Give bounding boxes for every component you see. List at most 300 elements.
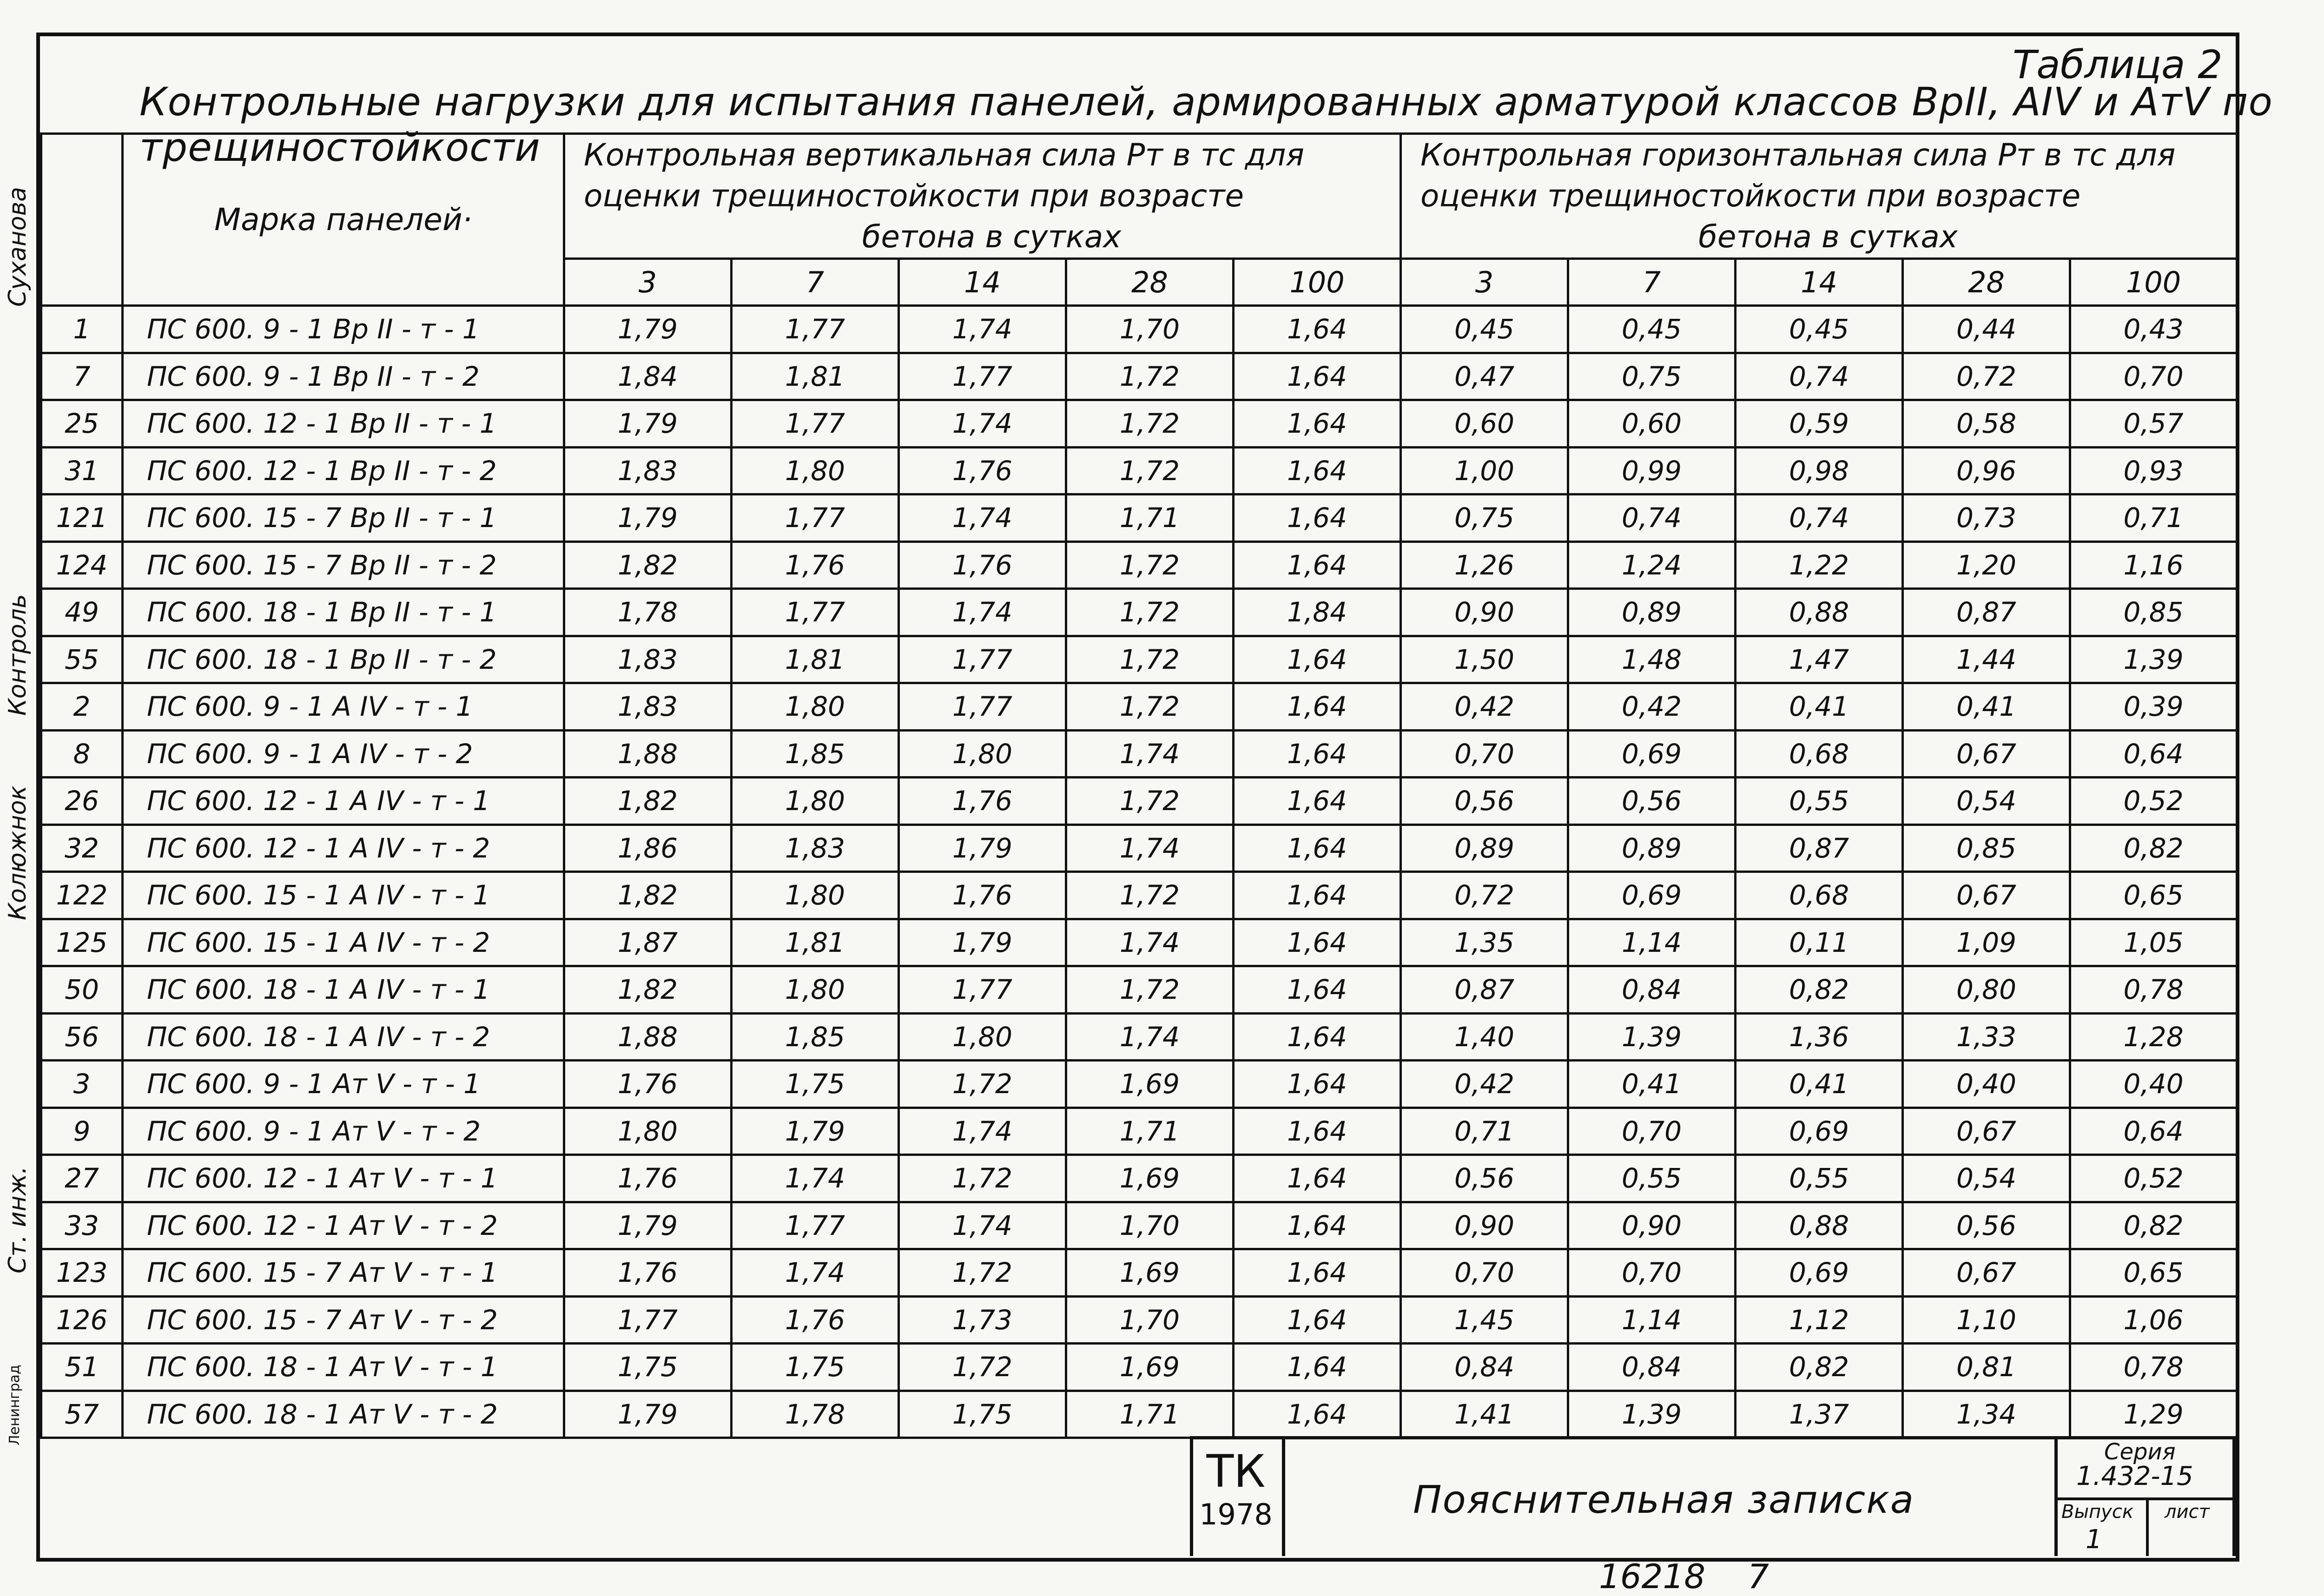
horizontal-load-cell: 0,39 xyxy=(2070,683,2237,731)
vertical-load-cell: 1,74 xyxy=(899,1108,1066,1155)
horizontal-load-cell: 0,41 xyxy=(1736,1061,1903,1108)
sheet-handwritten-number: 7 xyxy=(1748,1557,1769,1596)
panel-mark: ПС 600. 9 - 1 Ат V - т - 1 xyxy=(123,1061,564,1108)
row-number: 57 xyxy=(41,1391,123,1438)
vertical-load-cell: 1,77 xyxy=(564,1296,732,1344)
vertical-load-cell: 1,79 xyxy=(732,1108,899,1155)
horizontal-load-cell: 0,78 xyxy=(2070,966,2237,1014)
vertical-load-cell: 1,80 xyxy=(899,1013,1066,1061)
horizontal-load-cell: 0,89 xyxy=(1568,589,1736,636)
horizontal-load-cell: 1,44 xyxy=(1903,636,2070,683)
horizontal-load-cell: 0,67 xyxy=(1903,1108,2070,1155)
table-row xyxy=(41,353,2237,400)
header-mark: Марка панелей· xyxy=(123,134,564,306)
horizontal-load-cell: 0,70 xyxy=(1568,1108,1736,1155)
vertical-load-cell: 1,81 xyxy=(732,636,899,683)
vertical-load-cell: 1,75 xyxy=(732,1344,899,1391)
vertical-load-cell: 1,75 xyxy=(564,1344,732,1391)
row-number: 3 xyxy=(41,1061,123,1108)
panel-mark: ПС 600. 9 - 1 Вр II - т - 2 xyxy=(123,353,564,400)
vertical-load-cell: 1,64 xyxy=(1234,400,1401,448)
horizontal-load-cell: 1,12 xyxy=(1736,1296,1903,1344)
header-vertical-line-3: бетона в сутках xyxy=(862,219,1122,255)
horizontal-load-cell: 1,14 xyxy=(1568,1296,1736,1344)
vertical-load-cell: 1,74 xyxy=(899,589,1066,636)
vertical-load-cell: 1,72 xyxy=(899,1249,1066,1297)
panel-mark: ПС 600. 18 - 1 А IV - т - 2 xyxy=(123,1013,564,1061)
horizontal-load-cell: 1,39 xyxy=(1568,1013,1736,1061)
day-header-3: 28 xyxy=(1066,259,1234,306)
row-number: 55 xyxy=(41,636,123,683)
vertical-load-cell: 1,64 xyxy=(1234,636,1401,683)
panel-mark: ПС 600. 12 - 1 А IV - т - 2 xyxy=(123,824,564,872)
panel-mark: ПС 600. 9 - 1 А IV - т - 2 xyxy=(123,730,564,778)
vertical-load-cell: 1,64 xyxy=(1234,1296,1401,1344)
vertical-load-cell: 1,79 xyxy=(564,1391,732,1438)
row-number: 121 xyxy=(41,495,123,542)
horizontal-load-cell: 1,28 xyxy=(2070,1013,2237,1061)
vertical-load-cell: 1,80 xyxy=(732,872,899,919)
vertical-load-cell: 1,77 xyxy=(899,353,1066,400)
day-header-0: 3 xyxy=(564,259,732,306)
horizontal-load-cell: 0,74 xyxy=(1736,353,1903,400)
horizontal-load-cell: 0,54 xyxy=(1903,778,2070,825)
panel-mark: ПС 600. 15 - 7 Ат V - т - 2 xyxy=(123,1296,564,1344)
horizontal-load-cell: 1,34 xyxy=(1903,1391,2070,1438)
horizontal-load-cell: 0,45 xyxy=(1401,306,1568,353)
horizontal-load-cell: 1,37 xyxy=(1736,1391,1903,1438)
sheet-label: лист xyxy=(2165,1501,2210,1523)
issue-divider xyxy=(2146,1497,2149,1556)
vertical-load-cell: 1,64 xyxy=(1234,1391,1401,1438)
vertical-load-cell: 1,64 xyxy=(1234,1061,1401,1108)
horizontal-load-cell: 0,42 xyxy=(1401,1061,1568,1108)
vertical-load-cell: 1,83 xyxy=(564,447,732,495)
vertical-load-cell: 1,72 xyxy=(1066,589,1234,636)
vertical-load-cell: 1,87 xyxy=(564,919,732,966)
panel-mark: ПС 600. 12 - 1 А IV - т - 1 xyxy=(123,778,564,825)
horizontal-load-cell: 0,73 xyxy=(1903,495,2070,542)
row-number: 8 xyxy=(41,730,123,778)
vertical-load-cell: 1,79 xyxy=(564,1202,732,1249)
horizontal-load-cell: 1,35 xyxy=(1401,919,1568,966)
vertical-load-cell: 1,72 xyxy=(899,1344,1066,1391)
horizontal-load-cell: 0,84 xyxy=(1568,1344,1736,1391)
day-header-7: 14 xyxy=(1736,259,1903,306)
horizontal-load-cell: 0,69 xyxy=(1568,730,1736,778)
horizontal-load-cell: 0,75 xyxy=(1568,353,1736,400)
tk-year: 1978 xyxy=(1199,1497,1273,1531)
table-row xyxy=(41,1013,2237,1061)
vertical-load-cell: 1,80 xyxy=(732,778,899,825)
vertical-load-cell: 1,76 xyxy=(564,1155,732,1202)
vertical-load-cell: 1,79 xyxy=(564,495,732,542)
horizontal-load-cell: 0,75 xyxy=(1401,495,1568,542)
horizontal-load-cell: 0,52 xyxy=(2070,1155,2237,1202)
vertical-load-cell: 1,71 xyxy=(1066,1391,1234,1438)
horizontal-load-cell: 1,41 xyxy=(1401,1391,1568,1438)
vertical-load-cell: 1,75 xyxy=(899,1391,1066,1438)
vertical-load-cell: 1,85 xyxy=(732,730,899,778)
horizontal-load-cell: 0,90 xyxy=(1401,589,1568,636)
vertical-load-cell: 1,64 xyxy=(1234,353,1401,400)
city-label: Ленинград xyxy=(7,1365,23,1445)
day-header-6: 7 xyxy=(1568,259,1736,306)
horizontal-load-cell: 1,50 xyxy=(1401,636,1568,683)
panel-mark: ПС 600. 15 - 1 А IV - т - 1 xyxy=(123,872,564,919)
horizontal-load-cell: 0,70 xyxy=(1401,1249,1568,1297)
vertical-load-cell: 1,64 xyxy=(1234,730,1401,778)
horizontal-load-cell: 0,84 xyxy=(1568,966,1736,1014)
panel-mark: ПС 600. 18 - 1 Вр II - т - 2 xyxy=(123,636,564,683)
vertical-load-cell: 1,64 xyxy=(1234,824,1401,872)
horizontal-load-cell: 0,69 xyxy=(1736,1108,1903,1155)
horizontal-load-cell: 1,39 xyxy=(1568,1391,1736,1438)
horizontal-load-cell: 0,99 xyxy=(1568,447,1736,495)
vertical-load-cell: 1,76 xyxy=(899,872,1066,919)
horizontal-load-cell: 0,85 xyxy=(2070,589,2237,636)
vertical-load-cell: 1,64 xyxy=(1234,1202,1401,1249)
vertical-load-cell: 1,74 xyxy=(1066,919,1234,966)
vertical-load-cell: 1,77 xyxy=(732,400,899,448)
row-number: 124 xyxy=(41,541,123,589)
horizontal-load-cell: 0,96 xyxy=(1903,447,2070,495)
horizontal-load-cell: 1,48 xyxy=(1568,636,1736,683)
vertical-load-cell: 1,69 xyxy=(1066,1344,1234,1391)
header-number xyxy=(41,134,123,306)
horizontal-load-cell: 0,68 xyxy=(1736,730,1903,778)
panel-mark: ПС 600. 9 - 1 А IV - т - 1 xyxy=(123,683,564,731)
row-number: 2 xyxy=(41,683,123,731)
horizontal-load-cell: 1,45 xyxy=(1401,1296,1568,1344)
day-header-5: 3 xyxy=(1401,259,1568,306)
vertical-load-cell: 1,69 xyxy=(1066,1155,1234,1202)
horizontal-load-cell: 0,45 xyxy=(1568,306,1736,353)
horizontal-load-cell: 0,70 xyxy=(1401,730,1568,778)
table-row xyxy=(41,1249,2237,1297)
panel-mark: ПС 600. 15 - 1 А IV - т - 2 xyxy=(123,919,564,966)
table-row xyxy=(41,1202,2237,1249)
horizontal-load-cell: 0,84 xyxy=(1401,1344,1568,1391)
vertical-load-cell: 1,85 xyxy=(732,1013,899,1061)
table-row xyxy=(41,1296,2237,1344)
vertical-load-cell: 1,70 xyxy=(1066,1202,1234,1249)
table-row xyxy=(41,1344,2237,1391)
vertical-load-cell: 1,83 xyxy=(564,636,732,683)
horizontal-load-cell: 0,57 xyxy=(2070,400,2237,448)
horizontal-load-cell: 0,87 xyxy=(1903,589,2070,636)
vertical-load-cell: 1,69 xyxy=(1066,1249,1234,1297)
vertical-load-cell: 1,75 xyxy=(732,1061,899,1108)
horizontal-load-cell: 0,64 xyxy=(2070,1108,2237,1155)
header-horizontal-line-2: оценки трещиностойкости при возрасте xyxy=(1420,178,2081,214)
table-row xyxy=(41,447,2237,495)
horizontal-load-cell: 0,87 xyxy=(1401,966,1568,1014)
vertical-load-cell: 1,64 xyxy=(1234,919,1401,966)
horizontal-load-cell: 0,90 xyxy=(1401,1202,1568,1249)
horizontal-load-cell: 1,00 xyxy=(1401,447,1568,495)
panel-mark: ПС 600. 18 - 1 Ат V - т - 2 xyxy=(123,1391,564,1438)
panel-mark: ПС 600. 9 - 1 Ат V - т - 2 xyxy=(123,1108,564,1155)
horizontal-load-cell: 0,72 xyxy=(1903,353,2070,400)
vertical-load-cell: 1,73 xyxy=(899,1296,1066,1344)
issue-label: Выпуск xyxy=(2061,1501,2133,1523)
vertical-load-cell: 1,88 xyxy=(564,730,732,778)
horizontal-load-cell: 0,41 xyxy=(1903,683,2070,731)
vertical-load-cell: 1,72 xyxy=(1066,966,1234,1014)
vertical-load-cell: 1,80 xyxy=(732,447,899,495)
side-label-kontrol: Контроль xyxy=(4,594,32,716)
horizontal-load-cell: 0,65 xyxy=(2070,1249,2237,1297)
day-header-1: 7 xyxy=(732,259,899,306)
horizontal-load-cell: 0,47 xyxy=(1401,353,1568,400)
horizontal-load-cell: 0,67 xyxy=(1903,872,2070,919)
vertical-load-cell: 1,86 xyxy=(564,824,732,872)
horizontal-load-cell: 0,87 xyxy=(1736,824,1903,872)
header-vertical xyxy=(564,134,1401,259)
vertical-load-cell: 1,72 xyxy=(899,1061,1066,1108)
vertical-load-cell: 1,64 xyxy=(1234,495,1401,542)
panel-mark: ПС 600. 9 - 1 Вр II - т - 1 xyxy=(123,306,564,353)
horizontal-load-cell: 0,70 xyxy=(1568,1249,1736,1297)
row-number: 51 xyxy=(41,1344,123,1391)
vertical-load-cell: 1,80 xyxy=(899,730,1066,778)
vertical-load-cell: 1,76 xyxy=(732,541,899,589)
horizontal-load-cell: 0,78 xyxy=(2070,1344,2237,1391)
vertical-load-cell: 1,81 xyxy=(732,919,899,966)
explanatory-note-title: Пояснительная записка xyxy=(1413,1478,1915,1522)
horizontal-load-cell: 1,36 xyxy=(1736,1013,1903,1061)
horizontal-load-cell: 1,22 xyxy=(1736,541,1903,589)
day-header-9: 100 xyxy=(2070,259,2237,306)
vertical-load-cell: 1,78 xyxy=(732,1391,899,1438)
horizontal-load-cell: 0,85 xyxy=(1903,824,2070,872)
series-label: Серия xyxy=(2104,1439,2176,1465)
table-row xyxy=(41,730,2237,778)
horizontal-load-cell: 0,55 xyxy=(1568,1155,1736,1202)
vertical-load-cell: 1,78 xyxy=(564,589,732,636)
row-number: 32 xyxy=(41,824,123,872)
vertical-load-cell: 1,69 xyxy=(1066,1061,1234,1108)
row-number: 50 xyxy=(41,966,123,1014)
horizontal-load-cell: 0,67 xyxy=(1903,730,2070,778)
panel-mark: ПС 600. 18 - 1 Вр II - т - 1 xyxy=(123,589,564,636)
vertical-load-cell: 1,71 xyxy=(1066,1108,1234,1155)
horizontal-load-cell: 0,56 xyxy=(1401,1155,1568,1202)
horizontal-load-cell: 0,69 xyxy=(1568,872,1736,919)
row-number: 7 xyxy=(41,353,123,400)
vertical-load-cell: 1,76 xyxy=(899,447,1066,495)
horizontal-load-cell: 0,40 xyxy=(2070,1061,2237,1108)
horizontal-load-cell: 1,33 xyxy=(1903,1013,2070,1061)
vertical-load-cell: 1,76 xyxy=(899,541,1066,589)
horizontal-load-cell: 0,64 xyxy=(2070,730,2237,778)
vertical-load-cell: 1,64 xyxy=(1234,541,1401,589)
horizontal-load-cell: 0,74 xyxy=(1736,495,1903,542)
header-horizontal-line-3: бетона в сутках xyxy=(1698,219,1958,255)
day-header-4: 100 xyxy=(1234,259,1401,306)
vertical-load-cell: 1,88 xyxy=(564,1013,732,1061)
vertical-load-cell: 1,74 xyxy=(899,306,1066,353)
horizontal-load-cell: 0,44 xyxy=(1903,306,2070,353)
header-horizontal xyxy=(1401,134,2237,259)
horizontal-load-cell: 1,14 xyxy=(1568,919,1736,966)
table-row xyxy=(41,1155,2237,1202)
vertical-load-cell: 1,76 xyxy=(564,1061,732,1108)
vertical-load-cell: 1,81 xyxy=(732,353,899,400)
row-number: 33 xyxy=(41,1202,123,1249)
row-number: 49 xyxy=(41,589,123,636)
row-number: 126 xyxy=(41,1296,123,1344)
panel-mark: ПС 600. 12 - 1 Ат V - т - 1 xyxy=(123,1155,564,1202)
row-number: 56 xyxy=(41,1013,123,1061)
horizontal-load-cell: 0,58 xyxy=(1903,400,2070,448)
horizontal-load-cell: 0,56 xyxy=(1401,778,1568,825)
horizontal-load-cell: 0,71 xyxy=(2070,495,2237,542)
horizontal-load-cell: 1,10 xyxy=(1903,1296,2070,1344)
row-number: 31 xyxy=(41,447,123,495)
vertical-load-cell: 1,72 xyxy=(1066,353,1234,400)
panel-mark: ПС 600. 12 - 1 Вр II - т - 2 xyxy=(123,447,564,495)
horizontal-load-cell: 0,81 xyxy=(1903,1344,2070,1391)
horizontal-load-cell: 0,59 xyxy=(1736,400,1903,448)
horizontal-load-cell: 0,41 xyxy=(1736,683,1903,731)
table-title: Контрольные нагрузки для испытания панелей, армированных арматурой классов ВрII, АIV и АтV по трещиностойкости xyxy=(139,79,2273,170)
vertical-load-cell: 1,72 xyxy=(1066,400,1234,448)
side-label-st-inzh: Ст. инж. xyxy=(4,1166,32,1273)
vertical-load-cell: 1,70 xyxy=(1066,1296,1234,1344)
row-number: 125 xyxy=(41,919,123,966)
horizontal-load-cell: 1,26 xyxy=(1401,541,1568,589)
horizontal-load-cell: 0,41 xyxy=(1568,1061,1736,1108)
row-number: 25 xyxy=(41,400,123,448)
series-value: 1.432-15 xyxy=(2076,1461,2193,1491)
horizontal-load-cell: 0,60 xyxy=(1568,400,1736,448)
vertical-load-cell: 1,64 xyxy=(1234,872,1401,919)
vertical-load-cell: 1,74 xyxy=(899,400,1066,448)
panel-mark: ПС 600. 15 - 7 Ат V - т - 1 xyxy=(123,1249,564,1297)
header-vertical-line-2: оценки трещиностойкости при возрасте xyxy=(584,178,1244,214)
horizontal-load-cell: 1,05 xyxy=(2070,919,2237,966)
day-header-8: 28 xyxy=(1903,259,2070,306)
horizontal-load-cell: 0,80 xyxy=(1903,966,2070,1014)
vertical-load-cell: 1,77 xyxy=(899,683,1066,731)
side-label-kolyuzhnok: Колюжнок xyxy=(4,785,32,920)
vertical-load-cell: 1,74 xyxy=(899,1202,1066,1249)
vertical-load-cell: 1,74 xyxy=(732,1249,899,1297)
horizontal-load-cell: 0,71 xyxy=(1401,1108,1568,1155)
horizontal-load-cell: 0,82 xyxy=(2070,824,2237,872)
vertical-load-cell: 1,76 xyxy=(564,1249,732,1297)
vertical-load-cell: 1,74 xyxy=(1066,824,1234,872)
vertical-load-cell: 1,72 xyxy=(1066,447,1234,495)
panel-mark: ПС 600. 18 - 1 А IV - т - 1 xyxy=(123,966,564,1014)
horizontal-load-cell: 0,56 xyxy=(1903,1202,2070,1249)
header-vertical-line-1: Контрольная вертикальная сила Рт в тс для xyxy=(584,137,1305,173)
horizontal-load-cell: 0,40 xyxy=(1903,1061,2070,1108)
panel-mark: ПС 600. 15 - 7 Вр II - т - 2 xyxy=(123,541,564,589)
vertical-load-cell: 1,64 xyxy=(1234,683,1401,731)
side-label-sukhanova: Суханова xyxy=(4,186,32,307)
vertical-load-cell: 1,77 xyxy=(732,495,899,542)
row-number: 26 xyxy=(41,778,123,825)
issue-value: 1 xyxy=(2086,1524,2102,1555)
horizontal-load-cell: 0,70 xyxy=(2070,353,2237,400)
vertical-load-cell: 1,79 xyxy=(899,824,1066,872)
archive-number: 16218 xyxy=(1599,1557,1706,1596)
horizontal-load-cell: 0,98 xyxy=(1736,447,1903,495)
vertical-load-cell: 1,70 xyxy=(1066,306,1234,353)
horizontal-load-cell: 1,24 xyxy=(1568,541,1736,589)
horizontal-load-cell: 0,88 xyxy=(1736,589,1903,636)
horizontal-load-cell: 0,67 xyxy=(1903,1249,2070,1297)
table-row xyxy=(41,636,2237,683)
panel-mark: ПС 600. 18 - 1 Ат V - т - 1 xyxy=(123,1344,564,1391)
horizontal-load-cell: 0,93 xyxy=(2070,447,2237,495)
horizontal-load-cell: 0,82 xyxy=(1736,1344,1903,1391)
row-number: 123 xyxy=(41,1249,123,1297)
series-box xyxy=(2054,1436,2236,1556)
vertical-load-cell: 1,64 xyxy=(1234,1155,1401,1202)
horizontal-load-cell: 0,52 xyxy=(2070,778,2237,825)
horizontal-load-cell: 0,56 xyxy=(1568,778,1736,825)
table-number: Таблица 2 xyxy=(2013,42,2223,87)
panel-mark: ПС 600. 12 - 1 Вр II - т - 1 xyxy=(123,400,564,448)
vertical-load-cell: 1,84 xyxy=(564,353,732,400)
table-row xyxy=(41,966,2237,1014)
horizontal-load-cell: 1,20 xyxy=(1903,541,2070,589)
control-loads-table xyxy=(40,132,2238,1439)
horizontal-load-cell: 0,55 xyxy=(1736,1155,1903,1202)
row-number: 122 xyxy=(41,872,123,919)
horizontal-load-cell: 0,42 xyxy=(1401,683,1568,731)
vertical-load-cell: 1,82 xyxy=(564,872,732,919)
vertical-load-cell: 1,80 xyxy=(732,966,899,1014)
vertical-load-cell: 1,64 xyxy=(1234,1249,1401,1297)
table-row xyxy=(41,872,2237,919)
vertical-load-cell: 1,77 xyxy=(732,589,899,636)
vertical-load-cell: 1,79 xyxy=(564,400,732,448)
table-row xyxy=(41,824,2237,872)
horizontal-load-cell: 0,43 xyxy=(2070,306,2237,353)
row-number: 9 xyxy=(41,1108,123,1155)
horizontal-load-cell: 0,68 xyxy=(1736,872,1903,919)
vertical-load-cell: 1,64 xyxy=(1234,447,1401,495)
vertical-load-cell: 1,80 xyxy=(732,683,899,731)
vertical-load-cell: 1,74 xyxy=(1066,730,1234,778)
vertical-load-cell: 1,71 xyxy=(1066,495,1234,542)
horizontal-load-cell: 0,60 xyxy=(1401,400,1568,448)
vertical-load-cell: 1,76 xyxy=(899,778,1066,825)
vertical-load-cell: 1,77 xyxy=(899,966,1066,1014)
tk-box xyxy=(1190,1436,1285,1556)
horizontal-load-cell: 0,54 xyxy=(1903,1155,2070,1202)
table-row xyxy=(41,919,2237,966)
table-row xyxy=(41,589,2237,636)
table-row xyxy=(41,541,2237,589)
table-row xyxy=(41,495,2237,542)
horizontal-load-cell: 0,45 xyxy=(1736,306,1903,353)
horizontal-load-cell: 1,29 xyxy=(2070,1391,2237,1438)
horizontal-load-cell: 1,47 xyxy=(1736,636,1903,683)
vertical-load-cell: 1,82 xyxy=(564,778,732,825)
vertical-load-cell: 1,72 xyxy=(899,1155,1066,1202)
table-row xyxy=(41,1108,2237,1155)
horizontal-load-cell: 1,06 xyxy=(2070,1296,2237,1344)
horizontal-load-cell: 0,82 xyxy=(2070,1202,2237,1249)
vertical-load-cell: 1,64 xyxy=(1234,306,1401,353)
vertical-load-cell: 1,72 xyxy=(1066,683,1234,731)
